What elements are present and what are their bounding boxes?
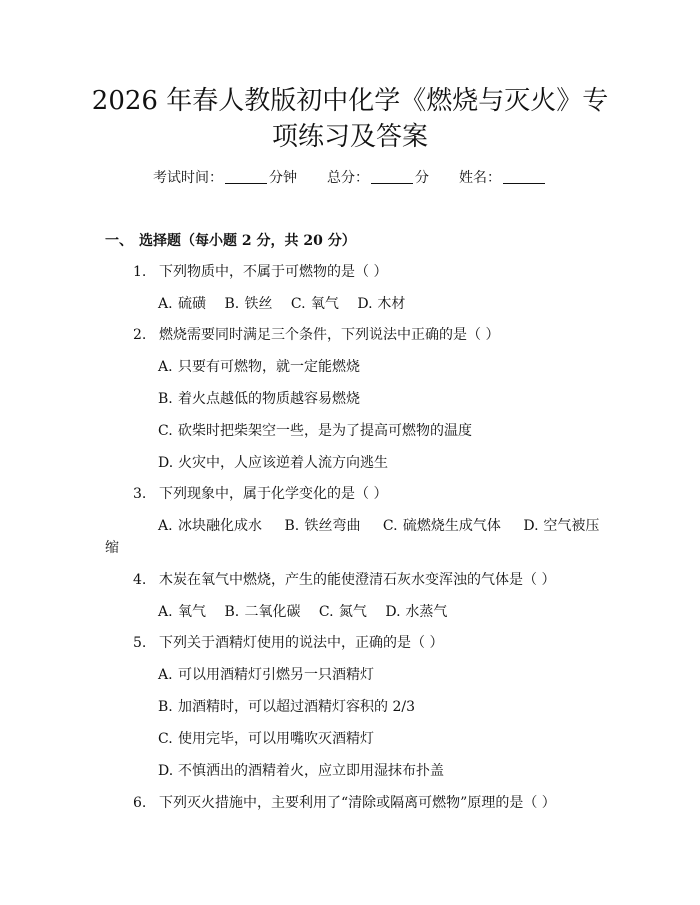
score-unit: 分	[415, 170, 429, 186]
question-4	[133, 570, 555, 590]
time-unit: 分钟	[269, 170, 297, 186]
time-blank	[225, 169, 267, 184]
question-1	[133, 262, 387, 282]
name-blank	[503, 169, 545, 184]
option-d: D. 火灾中，人应该逆着人流方向逃生	[158, 455, 388, 471]
question-number: 4.	[133, 572, 147, 588]
option-b: B. 加酒精时，可以超过酒精灯容积的 2/3	[158, 699, 415, 715]
option-c: C. 氧气	[290, 296, 339, 312]
question-stem: 燃烧需要同时满足三个条件，下列说法中正确的是（ ）	[159, 327, 500, 343]
option-a: A. 硫磺	[158, 296, 206, 312]
question-number: 6.	[133, 795, 147, 811]
question-6	[133, 793, 556, 813]
name-label: 姓名：	[459, 170, 501, 186]
question-number: 1.	[133, 264, 147, 280]
option-b: B. 二氧化碳	[224, 604, 301, 620]
question-5	[133, 633, 443, 653]
time-label: 考试时间：	[153, 170, 223, 186]
question-2	[133, 325, 499, 345]
question-number: 2.	[133, 327, 147, 343]
score-label: 总分：	[327, 170, 369, 186]
option-d-wrap: 缩	[105, 540, 119, 556]
question-3	[133, 484, 387, 504]
question-stem: 下列现象中，属于化学变化的是（ ）	[159, 486, 388, 502]
exam-info-line	[0, 168, 700, 188]
question-number: 5.	[133, 635, 147, 651]
option-c: C. 使用完毕，可以用嘴吹灭酒精灯	[158, 731, 374, 747]
question-stem: 下列物质中，不属于可燃物的是（ ）	[159, 264, 388, 280]
section-number: 一、	[105, 233, 133, 249]
score-blank	[371, 169, 413, 184]
option-b: B. 铁丝弯曲	[284, 518, 361, 534]
question-4-options	[158, 602, 461, 622]
section-title: 选择题（每小题 2 分，共 20 分）	[139, 233, 356, 249]
option-d: D. 木材	[357, 296, 406, 312]
question-stem: 木炭在氧气中燃烧，产生的能使澄清石灰水变浑浊的气体是（ ）	[159, 572, 556, 588]
question-1-options	[158, 294, 419, 314]
option-c: C. 砍柴时把柴架空一些，是为了提高可燃物的温度	[158, 423, 472, 439]
question-stem: 下列关于酒精灯使用的说法中，正确的是（ ）	[159, 635, 444, 651]
option-d: D. 水蒸气	[385, 604, 448, 620]
option-b: B. 铁丝	[224, 296, 273, 312]
page-title-line-1: 2026 年春人教版初中化学《燃烧与灭火》专	[91, 86, 609, 116]
option-a: A. 只要有可燃物，就一定能燃烧	[158, 359, 360, 375]
question-number: 3.	[133, 486, 147, 502]
option-a: A. 可以用酒精灯引燃另一只酒精灯	[158, 667, 374, 683]
page-title-line-2: 项练习及答案	[271, 122, 428, 152]
question-3-options	[158, 516, 599, 536]
option-d: D. 不慎洒出的酒精着火，应立即用湿抹布扑盖	[158, 763, 444, 779]
option-a: A. 氧气	[158, 604, 206, 620]
section-heading	[105, 231, 356, 251]
option-c: C. 氮气	[318, 604, 367, 620]
option-b: B. 着火点越低的物质越容易燃烧	[158, 391, 360, 407]
option-d: D. 空气被压	[523, 518, 600, 534]
option-c: C. 硫燃烧生成气体	[382, 518, 501, 534]
option-a: A. 冰块融化成水	[158, 518, 262, 534]
question-stem: 下列灭火措施中，主要利用了“清除或隔离可燃物”原理的是（ ）	[159, 795, 556, 811]
